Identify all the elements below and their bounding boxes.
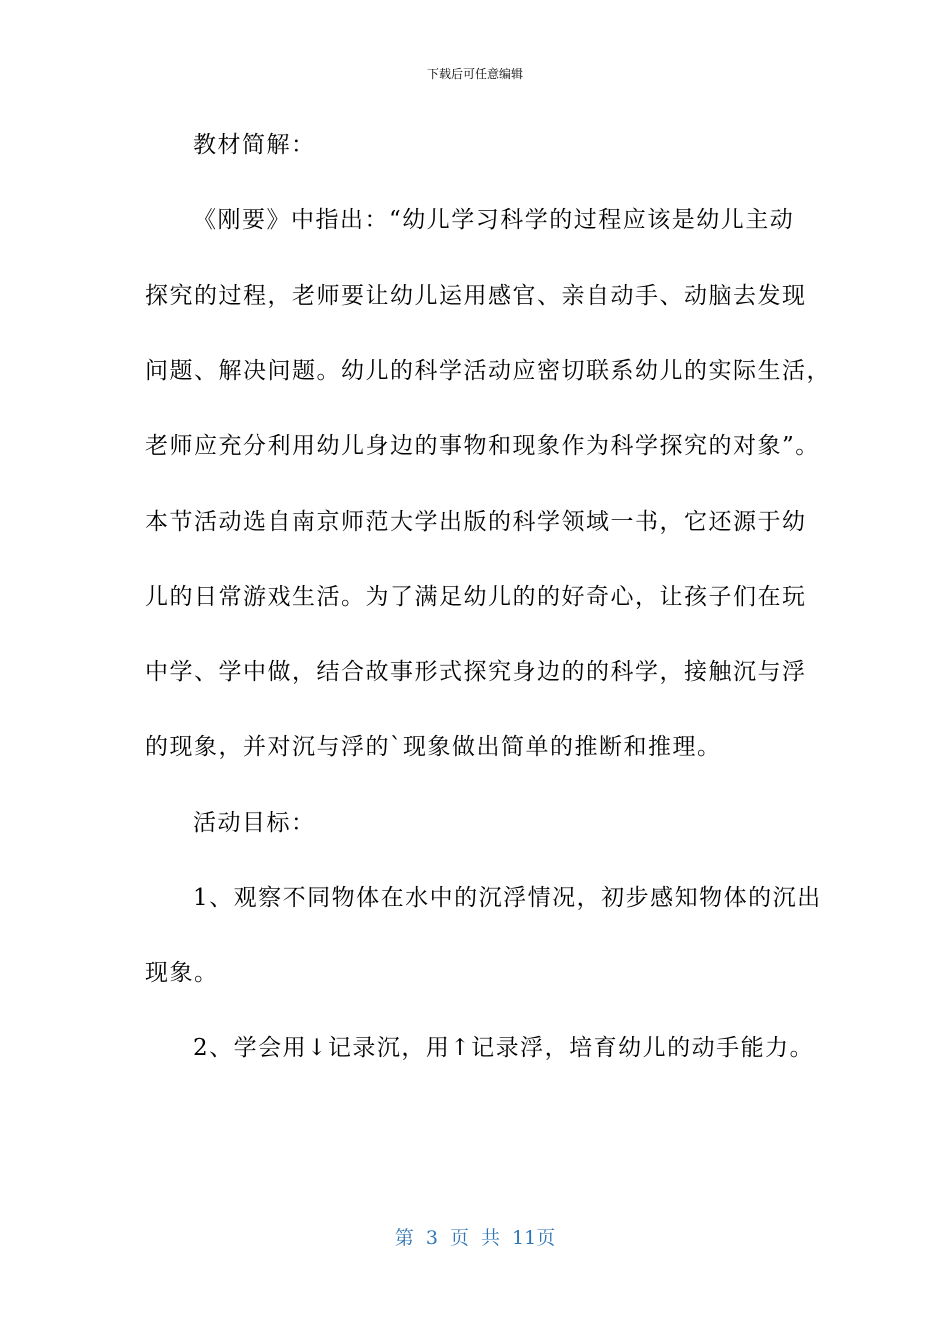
page-number-footer: 第 3 页 共 11页 — [394, 1227, 556, 1249]
paragraph-line: 问题、解决问题。幼儿的科学活动应密切联系幼儿的实际生活， — [145, 358, 831, 384]
paragraph-line: 儿的日常游戏生活。为了满足幼儿的的好奇心，让孩子们在玩 — [145, 584, 807, 610]
section-heading-goals: 活动目标： — [193, 810, 316, 836]
paragraph-line: 老师应充分利用幼儿身边的事物和现象作为科学探究的对象”。 — [145, 433, 820, 459]
paragraph-line: 中学、学中做，结合故事形式探究身边的的科学，接触沉与浮 — [145, 659, 807, 685]
goal-item-1-continued: 现象。 — [145, 960, 219, 986]
section-heading-textbook: 教材简解： — [193, 132, 316, 158]
page-header: 下载后可任意编辑 — [426, 67, 523, 81]
paragraph-line: 《刚要》中指出：“幼儿学习科学的过程应该是幼儿主动 — [193, 207, 795, 233]
goal-item-2: 2、学会用↓记录沉，用↑记录浮，培育幼儿的动手能力。 — [193, 1035, 815, 1061]
paragraph-line: 探究的过程，老师要让幼儿运用感官、亲自动手、动脑去发现 — [145, 283, 807, 309]
paragraph-line: 本节活动选自南京师范大学出版的科学领域一书，它还源于幼 — [145, 509, 807, 535]
paragraph-line: 的现象，并对沉与浮的`现象做出简单的推断和推理。 — [145, 734, 722, 760]
goal-item-1: 1、观察不同物体在水中的沉浮情况，初步感知物体的沉出 — [193, 885, 822, 911]
